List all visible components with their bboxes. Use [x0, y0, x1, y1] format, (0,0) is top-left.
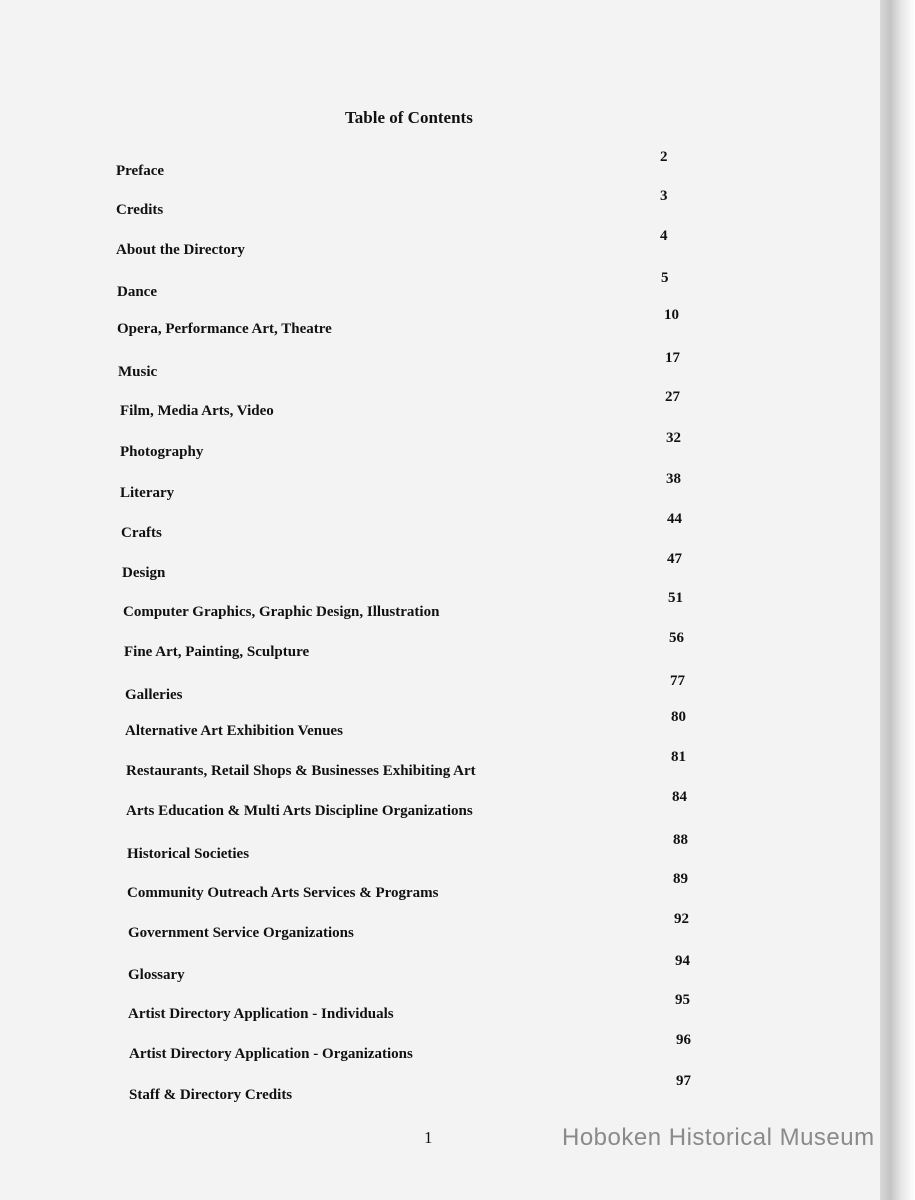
toc-entry	[0, 1032, 880, 1062]
toc-entry-page: 94	[675, 953, 690, 969]
toc-entry-page: 17	[665, 350, 680, 366]
toc-entry-page: 5	[661, 270, 669, 286]
toc-entry-label: Community Outreach Arts Services & Programs	[127, 885, 439, 901]
toc-entry-page: 89	[673, 871, 688, 887]
toc-entry-label: Dance	[117, 284, 157, 300]
toc-entry	[0, 590, 880, 620]
toc-entry-label: Artist Directory Application - Organizations	[129, 1046, 413, 1062]
toc-entry-label: Literary	[120, 485, 175, 501]
toc-entry-page: 77	[670, 673, 685, 689]
toc-entry	[0, 749, 880, 779]
page-edge	[880, 0, 915, 1200]
toc-entry	[0, 832, 880, 862]
toc-entry-label: Alternative Art Exhibition Venues	[125, 723, 343, 739]
toc-entry-page: 80	[671, 709, 686, 725]
toc-entry-label: Opera, Performance Art, Theatre	[117, 321, 332, 337]
toc-entry	[0, 871, 880, 901]
toc-entry-label: Glossary	[128, 967, 185, 983]
museum-watermark: Hoboken Historical Museum	[562, 1124, 875, 1151]
toc-entry-label: Historical Societies	[127, 846, 250, 862]
toc-entry	[0, 709, 880, 739]
toc-entry	[0, 911, 880, 941]
toc-entry-label: Government Service Organizations	[128, 925, 354, 941]
toc-entry-page: 27	[665, 389, 680, 405]
toc-entry-page: 32	[666, 430, 681, 446]
toc-entry-label: Preface	[116, 163, 165, 179]
toc-entry	[0, 551, 880, 581]
toc-entry-page: 95	[675, 992, 690, 1008]
toc-entry-page: 4	[660, 228, 668, 244]
toc-entry-page: 88	[673, 832, 688, 848]
toc-entry-page: 51	[668, 590, 683, 606]
toc-entry-page: 3	[660, 188, 668, 204]
toc-entry	[0, 673, 880, 703]
toc-entry	[0, 430, 880, 460]
toc-entry	[0, 307, 880, 337]
toc-entry	[0, 511, 880, 541]
toc-entry	[0, 188, 880, 218]
toc-entry-page: 44	[667, 511, 682, 527]
toc-entry-page: 92	[674, 911, 689, 927]
toc-entry	[0, 350, 880, 380]
toc-entry-page: 81	[671, 749, 686, 765]
toc-entry	[0, 630, 880, 660]
toc-entry-label: About the Directory	[116, 242, 245, 258]
toc-entry-page: 84	[672, 789, 687, 805]
toc-entry-page: 97	[676, 1073, 691, 1089]
toc-entry-page: 38	[666, 471, 681, 487]
toc-entry	[0, 228, 880, 258]
toc-entry	[0, 789, 880, 819]
toc-entry	[0, 389, 880, 419]
toc-entry	[0, 149, 880, 179]
toc-entry-page: 10	[664, 307, 679, 323]
toc-entry	[0, 992, 880, 1022]
toc-entry-label: Credits	[116, 202, 164, 218]
toc-entry-page: 96	[676, 1032, 691, 1048]
toc-entry-label: Arts Education & Multi Arts Discipline Organizations	[126, 803, 473, 819]
page-title: Table of Contents	[345, 108, 473, 127]
toc-entry	[0, 1073, 880, 1103]
toc-entry-page: 2	[660, 149, 668, 165]
toc-entry-label: Restaurants, Retail Shops & Businesses Exhibiting Art	[126, 763, 476, 779]
toc-entry-label: Staff & Directory Credits	[129, 1087, 293, 1103]
toc-entry-label: Photography	[120, 444, 204, 460]
toc-entry-label: Galleries	[125, 687, 183, 703]
toc-entry-label: Crafts	[121, 525, 162, 541]
toc-entry-label: Fine Art, Painting, Sculpture	[124, 644, 310, 660]
toc-entry-label: Artist Directory Application - Individuals	[128, 1006, 394, 1022]
toc-entry-page: 47	[667, 551, 682, 567]
toc-entry	[0, 471, 880, 501]
page-number: 1	[424, 1128, 433, 1147]
toc-entry-label: Design	[122, 565, 166, 581]
toc-entry	[0, 270, 880, 300]
toc-entry-label: Computer Graphics, Graphic Design, Illustration	[123, 604, 440, 620]
toc-entry	[0, 953, 880, 983]
toc-entry-label: Music	[118, 364, 158, 380]
toc-entry-page: 56	[669, 630, 684, 646]
toc-entry-label: Film, Media Arts, Video	[120, 403, 274, 419]
